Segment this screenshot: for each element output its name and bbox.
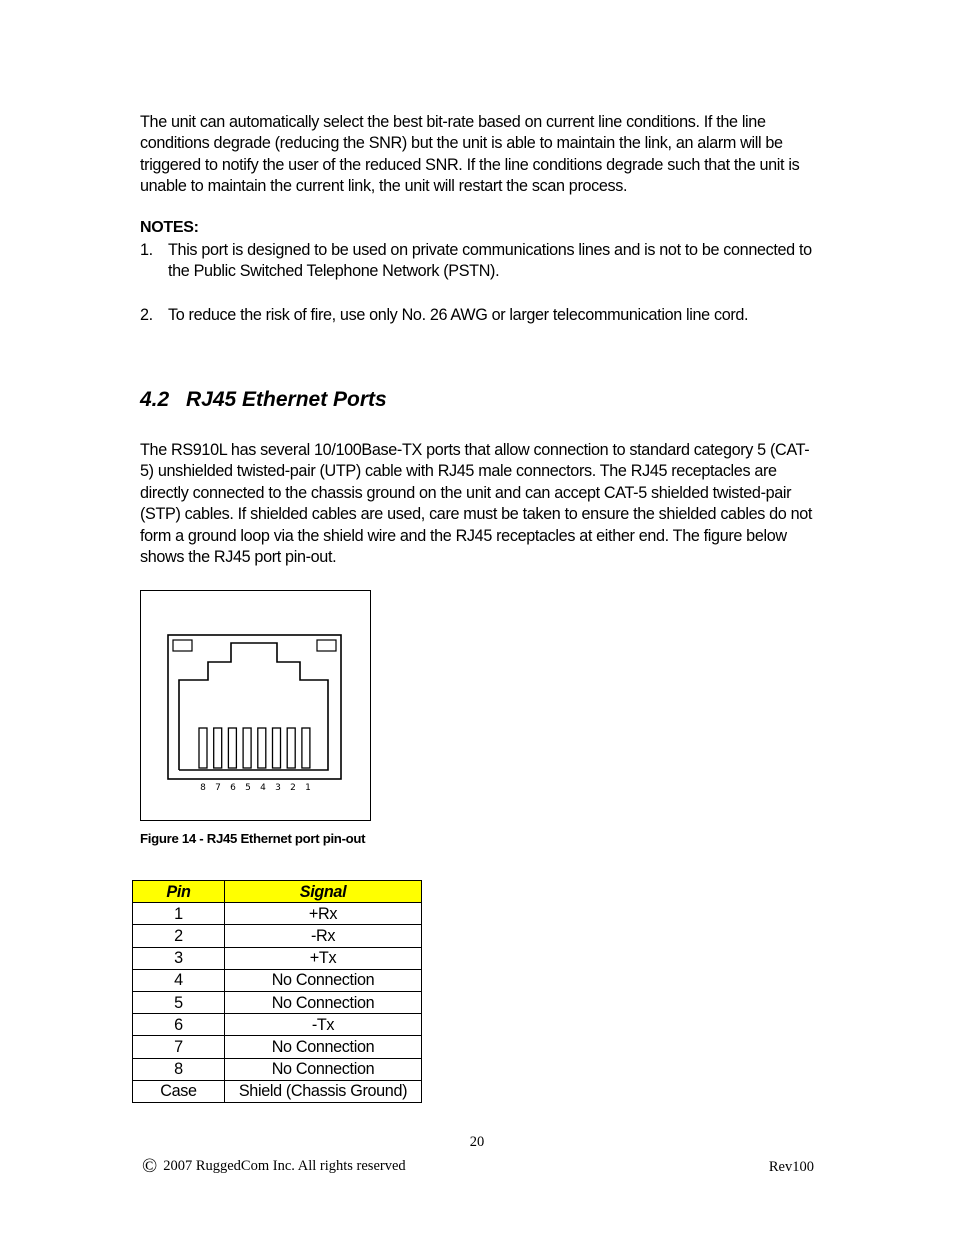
right-led-window bbox=[317, 640, 336, 651]
pin-cell: 5 bbox=[133, 991, 225, 1013]
figure-caption: Figure 14 - RJ45 Ethernet port pin-out bbox=[140, 831, 366, 846]
pin-cell: 3 bbox=[133, 947, 225, 969]
copyright-text: 2007 RuggedCom Inc. All rights reserved bbox=[163, 1158, 406, 1174]
section-number: 4.2 bbox=[140, 388, 170, 411]
pin-contact bbox=[302, 728, 310, 768]
left-led-window bbox=[173, 640, 192, 651]
signal-cell: No Connection bbox=[225, 1058, 422, 1080]
table-row bbox=[133, 1014, 422, 1036]
signal-cell: -Tx bbox=[225, 1014, 422, 1036]
revision-label: Rev100 bbox=[768, 1159, 814, 1175]
rj45-figure bbox=[140, 590, 371, 821]
notes-title: NOTES: bbox=[140, 219, 199, 236]
pin-cell: 1 bbox=[133, 903, 225, 925]
signal-cell: No Connection bbox=[225, 969, 422, 991]
pin-contact bbox=[199, 728, 207, 768]
note-number: 1. bbox=[140, 241, 153, 259]
intro-paragraph: The unit can automatically select the best bit-rate based on current line conditions. If the line conditions degrade (reducing the SNR) but the unit is able to maintain the link, an alarm will be triggered to notify the user of the reduced SNR. If the line conditions degrade such that the unit is unable to maintain the current link, the unit will restart the scan process. bbox=[140, 113, 800, 196]
pin-contact bbox=[258, 728, 266, 768]
signal-cell: No Connection bbox=[225, 991, 422, 1013]
jack-outer-frame bbox=[168, 635, 341, 779]
pin-contacts bbox=[199, 728, 310, 768]
pin-cell: Case bbox=[133, 1080, 225, 1102]
pin-label: 3 bbox=[275, 783, 281, 793]
copyright-notice bbox=[142, 1155, 406, 1178]
header-signal: Signal bbox=[225, 881, 422, 903]
table-row bbox=[133, 1058, 422, 1080]
signal-cell: +Tx bbox=[225, 947, 422, 969]
section-title: RJ45 Ethernet Ports bbox=[186, 388, 387, 411]
pin-cell: 7 bbox=[133, 1036, 225, 1058]
table-row bbox=[133, 1080, 422, 1102]
pin-contact bbox=[228, 728, 236, 768]
note-text: This port is designed to be used on private communications lines and is not to be connected to the Public Switched Telephone Network (PSTN). bbox=[168, 241, 812, 281]
pin-label: 5 bbox=[245, 783, 251, 793]
pin-label: 1 bbox=[305, 783, 311, 793]
table-row bbox=[133, 925, 422, 947]
section-heading bbox=[140, 388, 387, 412]
pin-contact bbox=[273, 728, 281, 768]
pin-cell: 8 bbox=[133, 1058, 225, 1080]
pin-cell: 6 bbox=[133, 1014, 225, 1036]
signal-cell: No Connection bbox=[225, 1036, 422, 1058]
header-pin: Pin bbox=[133, 881, 225, 903]
copyright-symbol: © bbox=[142, 1155, 158, 1177]
section-paragraph: The RS910L has several 10/100Base-TX ports that allow connection to standard category 5 (CAT-5) unshielded twisted-pair (UTP) cable with RJ45 male connectors. The RJ45 receptacles are directly connected to the chassis ground on the unit and can accept CAT-5 shielded twisted-pair (STP) cables. If shielded cables are used, care must be taken to ensure the shielded cables do not form a ground loop via the shield wire and the RJ45 receptacles at either end. The figure below shows the RJ45 port pin-out. bbox=[140, 441, 813, 567]
pin-label: 8 bbox=[200, 783, 206, 793]
pin-cell: 2 bbox=[133, 925, 225, 947]
table-row bbox=[133, 969, 422, 991]
note-text: To reduce the risk of fire, use only No. 26 AWG or larger telecommunication line cord. bbox=[168, 306, 749, 324]
rj45-jack-diagram bbox=[141, 591, 370, 820]
pin-contact bbox=[243, 728, 251, 768]
pin-contact bbox=[287, 728, 295, 768]
pin-cell: 4 bbox=[133, 969, 225, 991]
signal-cell: Shield (Chassis Ground) bbox=[225, 1080, 422, 1102]
page-number: 20 bbox=[469, 1134, 485, 1150]
note-number: 2. bbox=[140, 306, 153, 324]
jack-opening-outline bbox=[179, 643, 328, 770]
table-row bbox=[133, 991, 422, 1013]
pin-label: 2 bbox=[290, 783, 296, 793]
table-row bbox=[133, 947, 422, 969]
pin-label: 6 bbox=[230, 783, 236, 793]
pin-signal-table bbox=[132, 880, 422, 1103]
table-header-row bbox=[133, 881, 422, 903]
table-row bbox=[133, 903, 422, 925]
pin-label: 7 bbox=[215, 783, 221, 793]
table-row bbox=[133, 1036, 422, 1058]
signal-cell: -Rx bbox=[225, 925, 422, 947]
pin-label: 4 bbox=[260, 783, 266, 793]
pin-contact bbox=[214, 728, 222, 768]
signal-cell: +Rx bbox=[225, 903, 422, 925]
